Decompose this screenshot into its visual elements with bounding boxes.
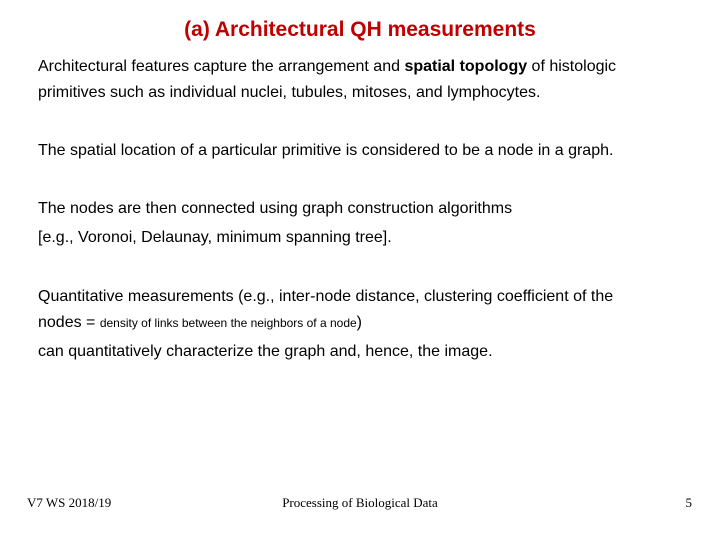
footer-course: V7 WS 2018/19 <box>27 495 112 510</box>
paragraph-line <box>38 54 708 80</box>
text-segment: nodes = <box>38 314 100 331</box>
text-segment: of histologic <box>527 58 617 75</box>
paragraph-spatial-location: The spatial location of a particular primitive is considered to be a node in a graph. <box>38 142 614 159</box>
paragraph-line: primitives such as individual nuclei, tubules, mitoses, and lymphocytes. <box>38 84 541 101</box>
text-segment: ) <box>356 314 362 331</box>
small-text-definition: density of links between the neighbors of a node <box>99 316 357 330</box>
paragraph-line <box>38 310 708 336</box>
paragraph-line: Quantitative measurements (e.g., inter-node distance, clustering coefficient of the <box>38 288 614 305</box>
text-segment: Architectural features capture the arrangement and <box>38 58 405 75</box>
paragraph-quantitative-measurements <box>38 284 708 336</box>
slide-title: (a) Architectural QH measurements <box>184 18 536 41</box>
paragraph-graph-construction: The nodes are then connected using graph construction algorithms <box>38 200 513 217</box>
paragraph-architectural-features <box>38 54 708 106</box>
paragraph-graph-algorithms: [e.g., Voronoi, Delaunay, minimum spanning tree]. <box>38 229 392 246</box>
page-number: 5 <box>685 495 692 510</box>
bold-text-spatial-topology: spatial topology <box>404 58 528 75</box>
paragraph-characterize: can quantitatively characterize the graph and, hence, the image. <box>38 343 493 360</box>
footer-title: Processing of Biological Data <box>282 495 438 510</box>
